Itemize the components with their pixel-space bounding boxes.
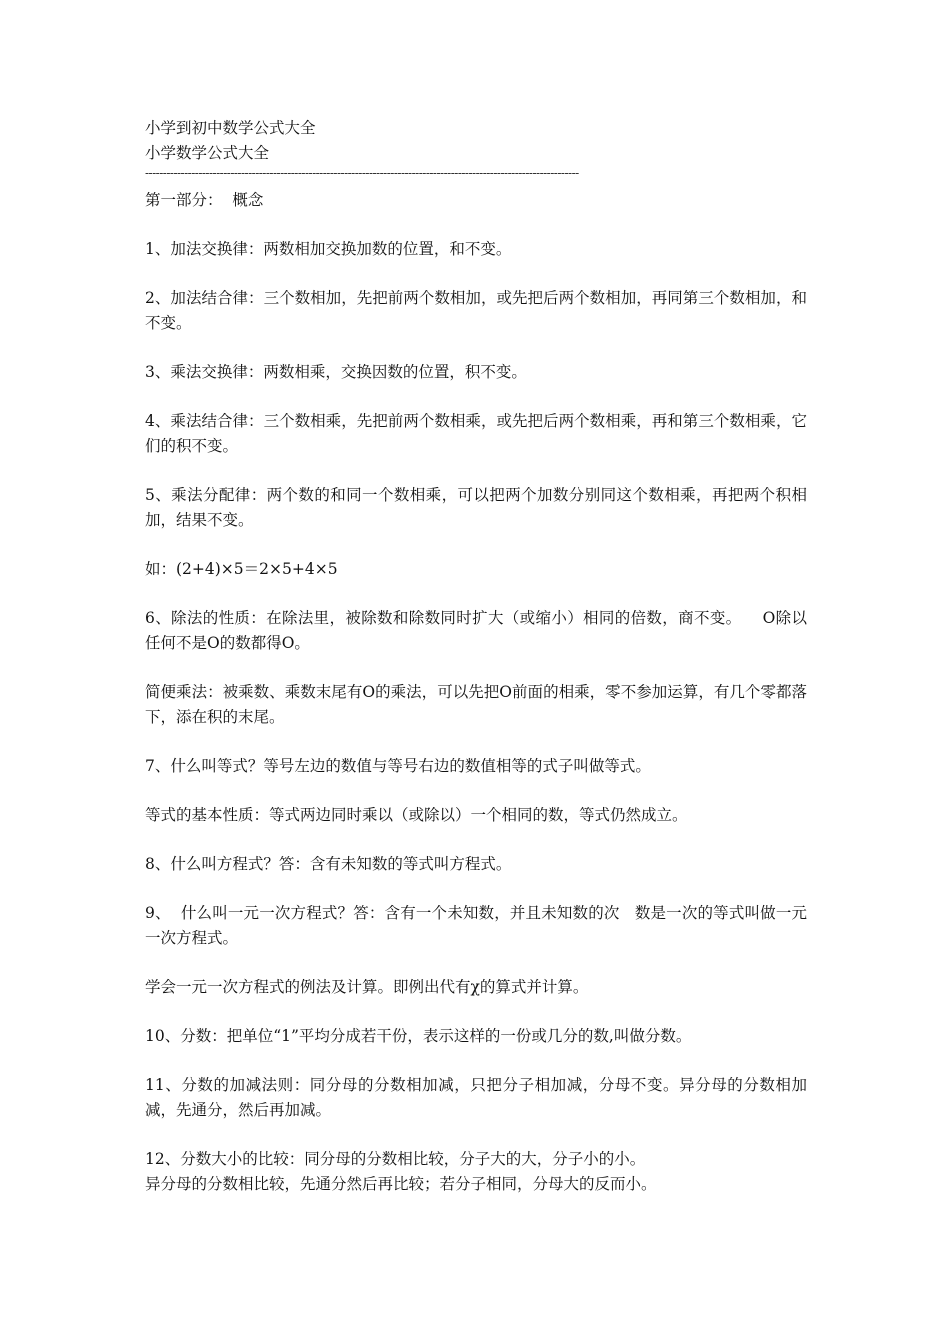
para-3: 3、乘法交换律：两数相乘，交换因数的位置，积不变。 [145, 363, 527, 381]
para-equation-property: 等式的基本性质：等式两边同时乘以（或除以）一个相同的数，等式仍然成立。 [145, 806, 688, 824]
divider-line: -------------------------------------------------------------------------------------------------------------------------- [145, 166, 579, 180]
para-example: 如：(2+4)×5＝2×5+4×5 [145, 560, 338, 578]
para-8: 8、什么叫方程式？答：含有未知数的等式叫方程式。 [145, 855, 512, 873]
doc-subtitle: 小学数学公式大全 [145, 144, 270, 162]
para-6: 6、除法的性质：在除法里，被除数和除数同时扩大（或缩小）相同的倍数，商不变。 O除以任何不是O的数都得O。 [145, 609, 807, 652]
para-12-line-1: 12、分数大小的比较：同分母的分数相比较，分子大的大，分子小的小。 [145, 1150, 646, 1168]
para-simple-multiplication: 简便乘法：被乘数、乘数末尾有O的乘法，可以先把O前面的相乘，零不参加运算，有几个零都落下，添在积的末尾。 [145, 683, 807, 726]
para-7: 7、什么叫等式？等号左边的数值与等号右边的数值相等的式子叫做等式。 [145, 757, 651, 775]
para-11: 11、分数的加减法则：同分母的分数相加减，只把分子相加减，分母不变。异分母的分数相加减，先通分，然后再加减。 [145, 1076, 807, 1119]
para-2: 2、加法结合律：三个数相加，先把前两个数相加，或先把后两个数相加，再同第三个数相加，和不变。 [145, 289, 807, 332]
para-4: 4、乘法结合律：三个数相乘，先把前两个数相乘，或先把后两个数相乘，再和第三个数相乘，它们的积不变。 [145, 412, 807, 455]
para-9: 9、 什么叫一元一次方程式？答：含有一个未知数，并且未知数的次 数是一次的等式叫做一元一次方程式。 [145, 904, 807, 947]
para-12-line-2: 异分母的分数相比较，先通分然后再比较；若分子相同，分母大的反而小。 [145, 1175, 657, 1193]
para-5: 5、乘法分配律：两个数的和同一个数相乘，可以把两个加数分别同这个数相乘，再把两个积相加，结果不变。 [145, 486, 807, 529]
para-1: 1、加法交换律：两数相加交换加数的位置，和不变。 [145, 240, 512, 258]
doc-title: 小学到初中数学公式大全 [145, 119, 316, 137]
para-10: 10、分数：把单位“1”平均分成若干份，表示这样的一份或几分的数,叫做分数。 [145, 1027, 692, 1045]
document-page [145, 116, 807, 1197]
para-linear-equation: 学会一元一次方程式的例法及计算。即例出代有χ的算式并计算。 [145, 978, 589, 996]
section-heading: 第一部分： 概念 [145, 191, 264, 209]
